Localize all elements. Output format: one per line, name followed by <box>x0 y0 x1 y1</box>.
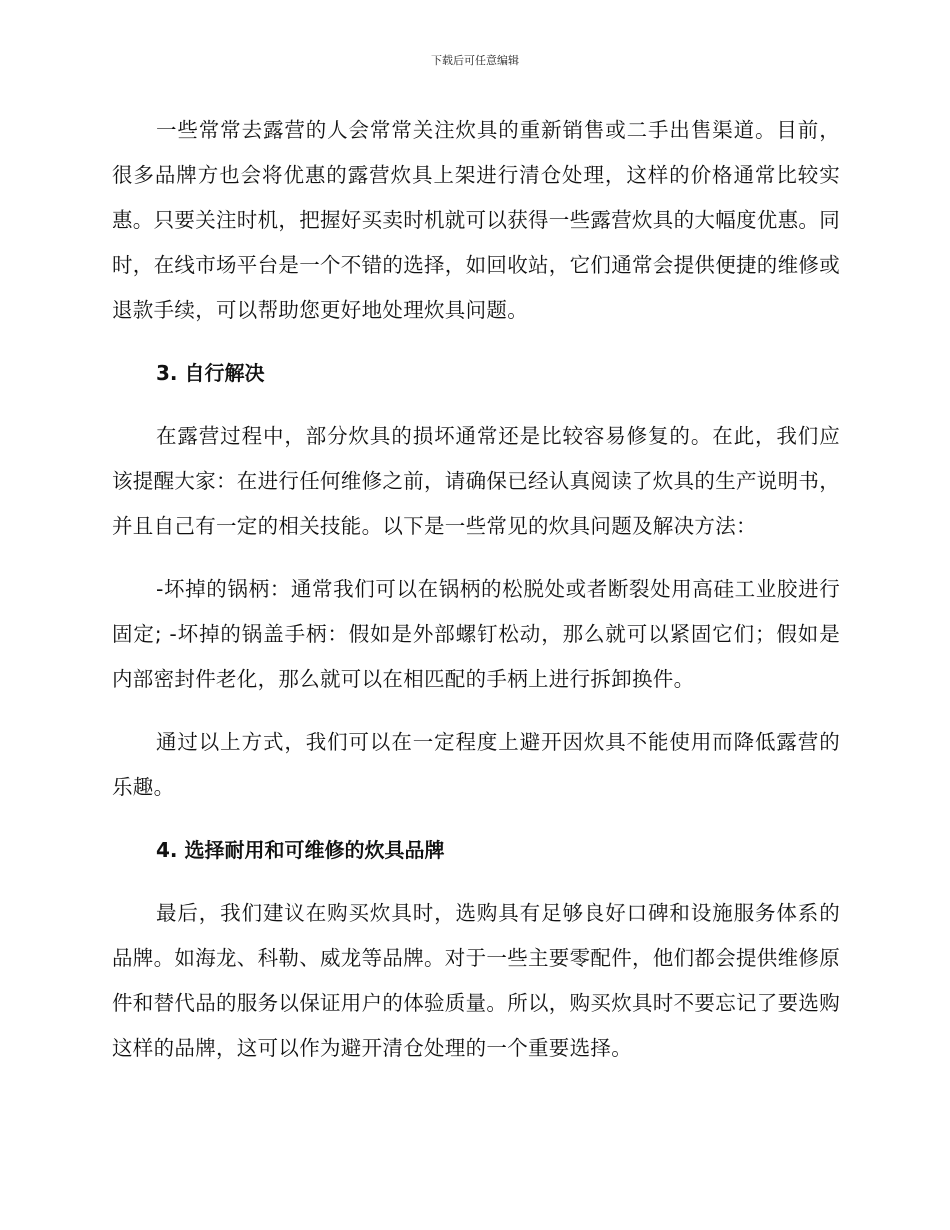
paragraph-repair-methods: -坏掉的锅柄：通常我们可以在锅柄的松脱处或者断裂处用高硅工业胶进行固定; -坏掉的锅盖手柄：假如是外部螺钉松动，那么就可以紧固它们；假如是内部密封件老化，那么就可以在相匹配的手柄上进行拆卸换件。 <box>112 577 840 691</box>
page-header: 下载后可任意编辑 <box>431 54 519 67</box>
document-body <box>112 108 840 1089</box>
paragraph-self-repair-intro: 在露营过程中，部分炊具的损坏通常还是比较容易修复的。在此，我们应该提醒大家：在进行任何维修之前，请确保已经认真阅读了炊具的生产说明书，并且自己有一定的相关技能。以下是一些常见的炊具问题及解决方法： <box>112 424 840 538</box>
section-heading-durable-brands: 4. 选择耐用和可维修的炊具品牌 <box>156 838 445 862</box>
paragraph-resale-channels: 一些常常去露营的人会常常关注炊具的重新销售或二手出售渠道。目前，很多品牌方也会将优惠的露营炊具上架进行清仓处理，这样的价格通常比较实惠。只要关注时机，把握好买卖时机就可以获得一些露营炊具的大幅度优惠。同时，在线市场平台是一个不错的选择，如回收站，它们通常会提供便捷的维修或退款手续，可以帮助您更好地处理炊具问题。 <box>112 118 840 322</box>
paragraph-repair-summary: 通过以上方式，我们可以在一定程度上避开因炊具不能使用而降低露营的乐趣。 <box>112 730 840 799</box>
paragraph-brand-recommendation: 最后，我们建议在购买炊具时，选购具有足够良好口碑和设施服务体系的品牌。如海龙、科勒、威龙等品牌。对于一些主要零配件，他们都会提供维修原件和替代品的服务以保证用户的体验质量。所以，购买炊具时不要忘记了要选购这样的品牌，这可以作为避开清仓处理的一个重要选择。 <box>112 901 840 1060</box>
section-heading-self-repair: 3. 自行解决 <box>156 361 265 385</box>
